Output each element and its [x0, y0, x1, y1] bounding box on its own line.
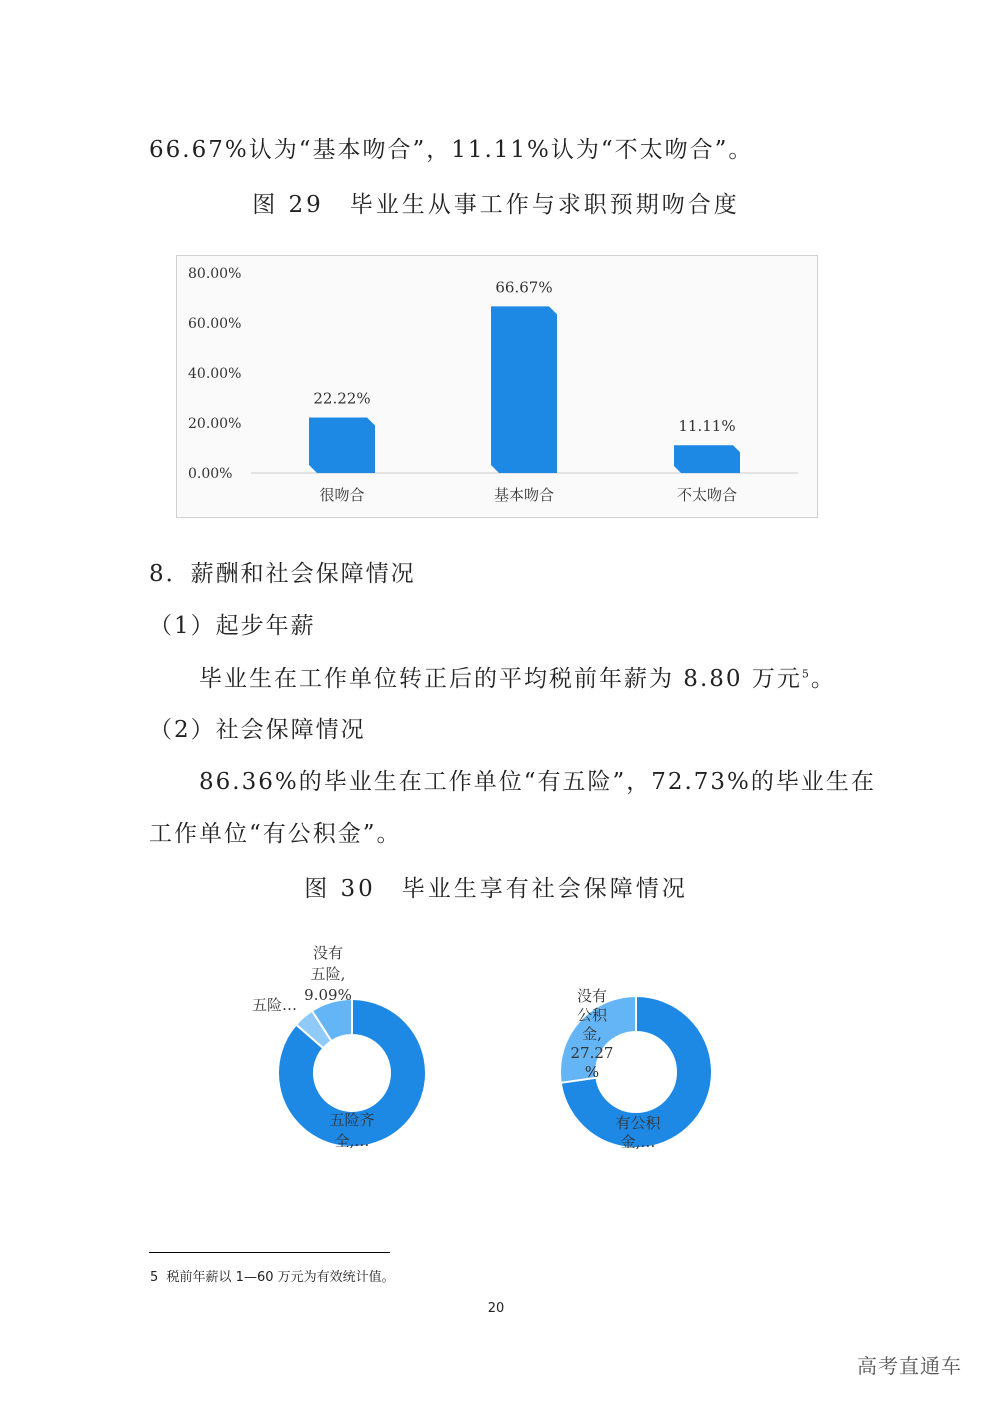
bar-chart [176, 255, 818, 518]
section-8-heading: 8．薪酬和社会保障情况 [149, 561, 416, 587]
figure-30-caption: 图 30 毕业生享有社会保障情况 [304, 876, 688, 902]
bar [491, 306, 557, 473]
section-8-2-heading: （2）社会保障情况 [149, 717, 366, 743]
x-category-label: 不太吻合 [676, 486, 738, 504]
y-tick-label: 40.00% [188, 366, 242, 382]
salary-paragraph [199, 660, 836, 693]
donut-label-fund-line2: 金,… [620, 1133, 656, 1151]
section-8-1-heading: （1）起步年薪 [149, 613, 316, 639]
donut-label-no-fund-line4: 27.27 [570, 1044, 614, 1062]
insurance-paragraph-line1: 86.36%的毕业生在工作单位“有五险”，72.73%的毕业生在 [199, 769, 876, 795]
x-category-label: 很吻合 [319, 486, 365, 504]
y-tick-label: 60.00% [188, 316, 242, 332]
insurance-paragraph-line2: 工作单位“有公积金”。 [149, 821, 402, 847]
footnote-ref[interactable]: 5 [801, 667, 811, 681]
donut-label-partial-insurance: 五险… [252, 996, 298, 1014]
donut-label-full-insurance-line1: 五险齐 [329, 1111, 375, 1129]
donut-label-no-insurance-line1: 没有 [312, 944, 344, 962]
donut-chart-insurance [240, 935, 460, 1175]
salary-text: 毕业生在工作单位转正后的平均税前年薪为 8.80 万元 [199, 666, 802, 692]
figure-29-caption: 图 29 毕业生从事工作与求职预期吻合度 [252, 192, 740, 218]
donut-label-no-fund-line3: 金, [582, 1025, 602, 1043]
donut-chart-housing-fund [540, 970, 740, 1170]
footnote [150, 1266, 395, 1285]
footnote-rule [149, 1252, 390, 1253]
page-number: 20 [487, 1301, 505, 1316]
donut-label-no-insurance-line3: 9.09% [304, 986, 352, 1004]
footnote-text: 税前年薪以 1—60 万元为有效统计值。 [166, 1270, 395, 1285]
salary-end: 。 [810, 666, 836, 692]
donut-label-fund-line1: 有公积 [615, 1114, 661, 1132]
watermark: 高考直通车 [857, 1354, 962, 1378]
intro-paragraph: 66.67%认为“基本吻合”，11.11%认为“不太吻合”。 [149, 137, 754, 163]
x-category-label: 基本吻合 [493, 486, 555, 504]
donut-label-no-fund-line5: % [584, 1063, 600, 1081]
bar-data-label: 11.11% [678, 417, 736, 436]
y-tick-label: 80.00% [188, 266, 242, 282]
donut-label-no-fund-line1: 没有 [576, 987, 608, 1005]
donut-label-full-insurance-line2: 全,… [334, 1132, 370, 1150]
bar [309, 417, 375, 473]
bar-data-label: 66.67% [495, 278, 553, 297]
y-tick-label: 0.00% [188, 466, 233, 482]
y-tick-label: 20.00% [188, 416, 242, 432]
bar-data-label: 22.22% [313, 389, 371, 408]
donut-label-no-insurance-line2: 五险, [310, 965, 346, 983]
bar [674, 445, 740, 473]
donut-label-no-fund-line2: 公积 [576, 1006, 608, 1024]
footnote-marker: 5 [150, 1270, 159, 1285]
